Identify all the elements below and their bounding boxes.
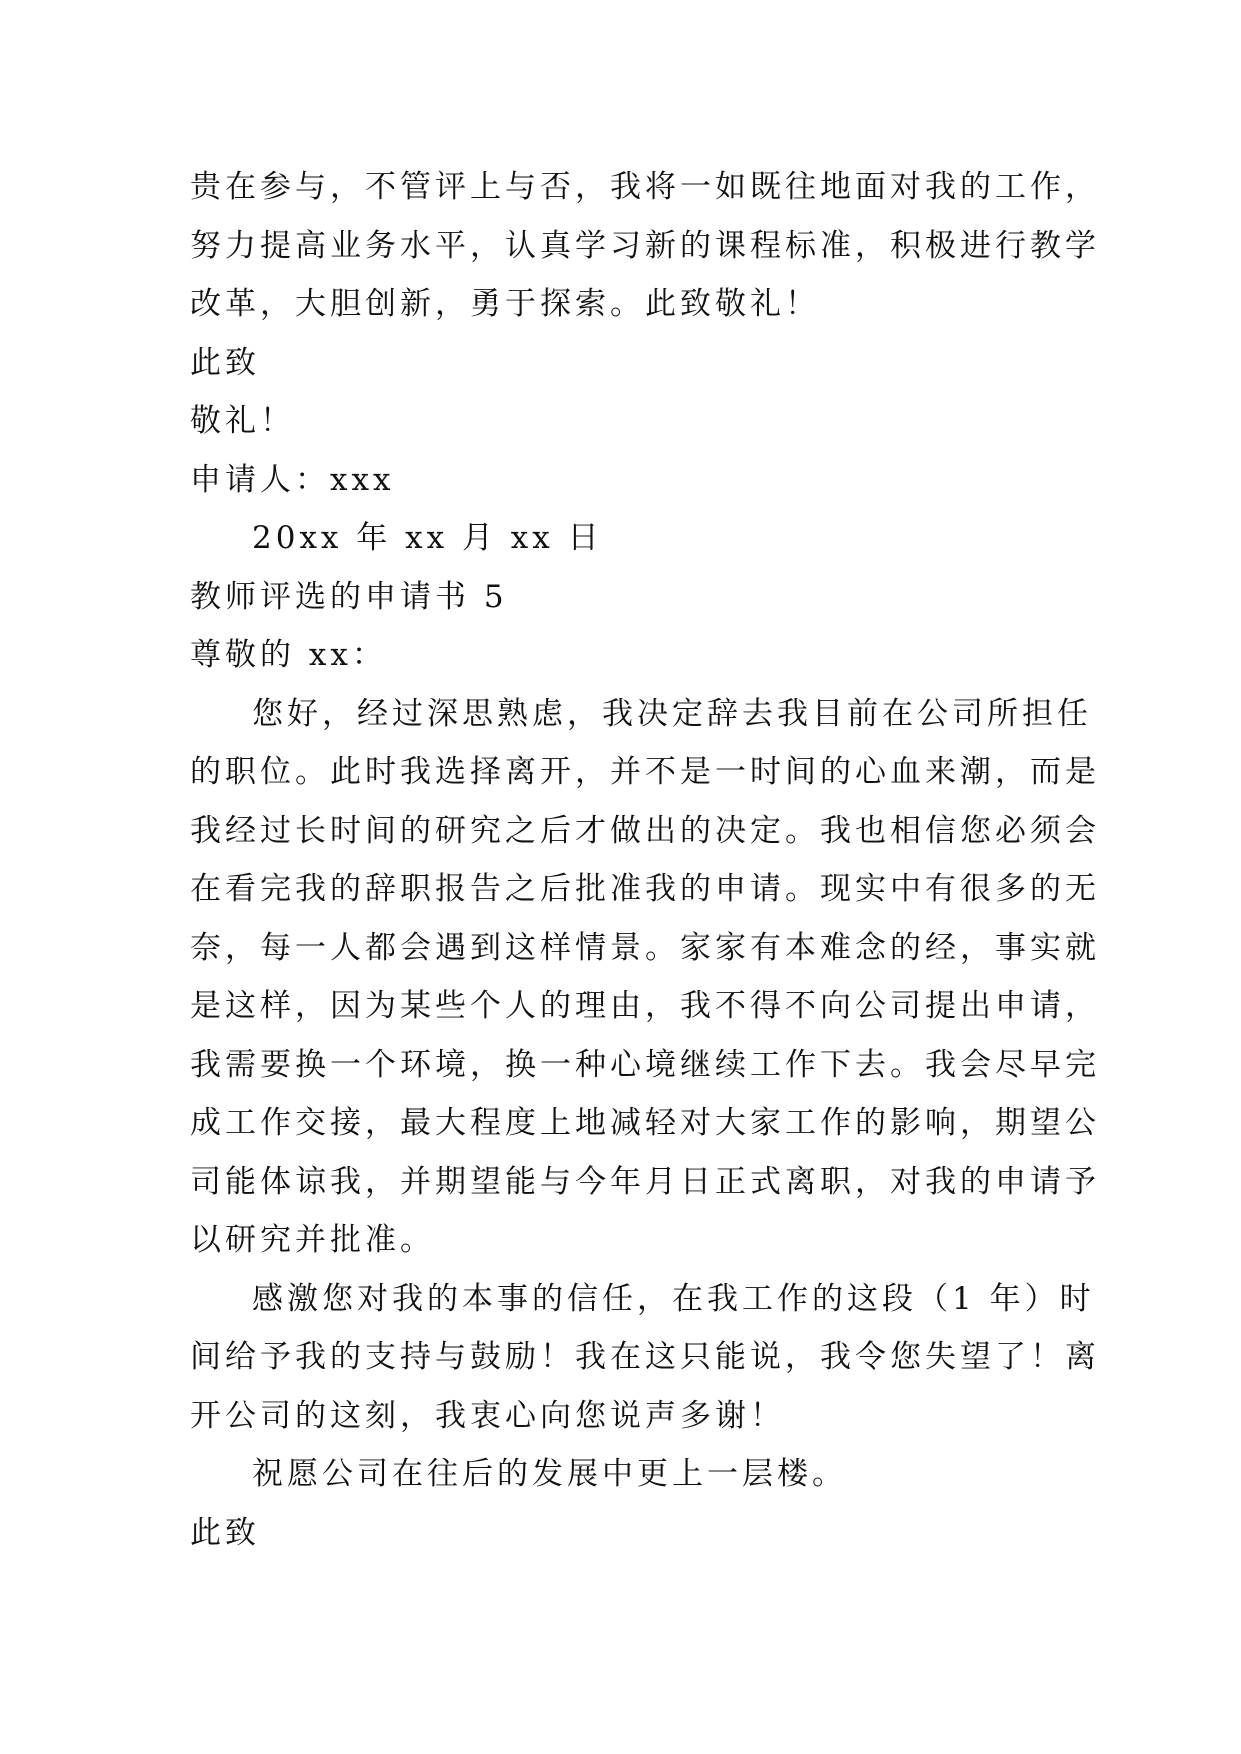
paragraph-line: 的职位。此时我选择离开，并不是一时间的心血来潮，而是 [190,754,1100,790]
paragraph-line: 改革，大胆创新，勇于探索。此致敬礼！ [190,286,820,322]
paragraph-line: 以研究并批准。 [190,1222,435,1258]
applicant-line: 申请人：xxx [190,461,395,498]
paragraph-line: 开公司的这刻，我衷心向您说声多谢！ [190,1397,785,1434]
section-title: 教师评选的申请书 5 [190,578,508,615]
document-body [190,158,1100,1562]
paragraph-line: 您好，经过深思熟虑，我决定辞去我目前在公司所担任 [252,695,1092,732]
paragraph-line: 努力提高业务水平，认真学习新的课程标准，积极进行教学 [190,227,1100,264]
paragraph-line: 我需要换一个环境，换一种心境继续工作下去。我会尽早完 [190,1046,1100,1083]
closing-line: 此致 [190,344,260,381]
paragraph-line: 贵在参与，不管评上与否，我将一如既往地面对我的工作， [190,169,1100,205]
salutation-line: 敬礼！ [190,403,295,439]
greeting-line: 尊敬的 xx： [190,637,387,673]
closing-line: 此致 [190,1514,260,1551]
paragraph-line: 是这样，因为某些个人的理由，我不得不向公司提出申请， [190,988,1100,1024]
paragraph-line: 成工作交接，最大程度上地减轻对大家工作的影响，期望公 [190,1105,1100,1141]
paragraph-line: 祝愿公司在往后的发展中更上一层楼。 [252,1456,847,1492]
paragraph-line: 在看完我的辞职报告之后批准我的申请。现实中有很多的无 [190,871,1100,907]
paragraph-line: 感激您对我的本事的信任，在我工作的这段（1 年）时 [252,1280,1095,1317]
paragraph-line: 我经过长时间的研究之后才做出的决定。我也相信您必须会 [190,812,1100,849]
date-line: 20xx 年 xx 月 xx 日 [252,520,603,556]
paragraph-line: 间给予我的支持与鼓励！我在这只能说，我令您失望了！离 [190,1339,1100,1375]
paragraph-line: 司能体谅我，并期望能与今年月日正式离职，对我的申请予 [190,1163,1100,1200]
paragraph-line: 奈，每一人都会遇到这样情景。家家有本难念的经，事实就 [190,929,1100,966]
